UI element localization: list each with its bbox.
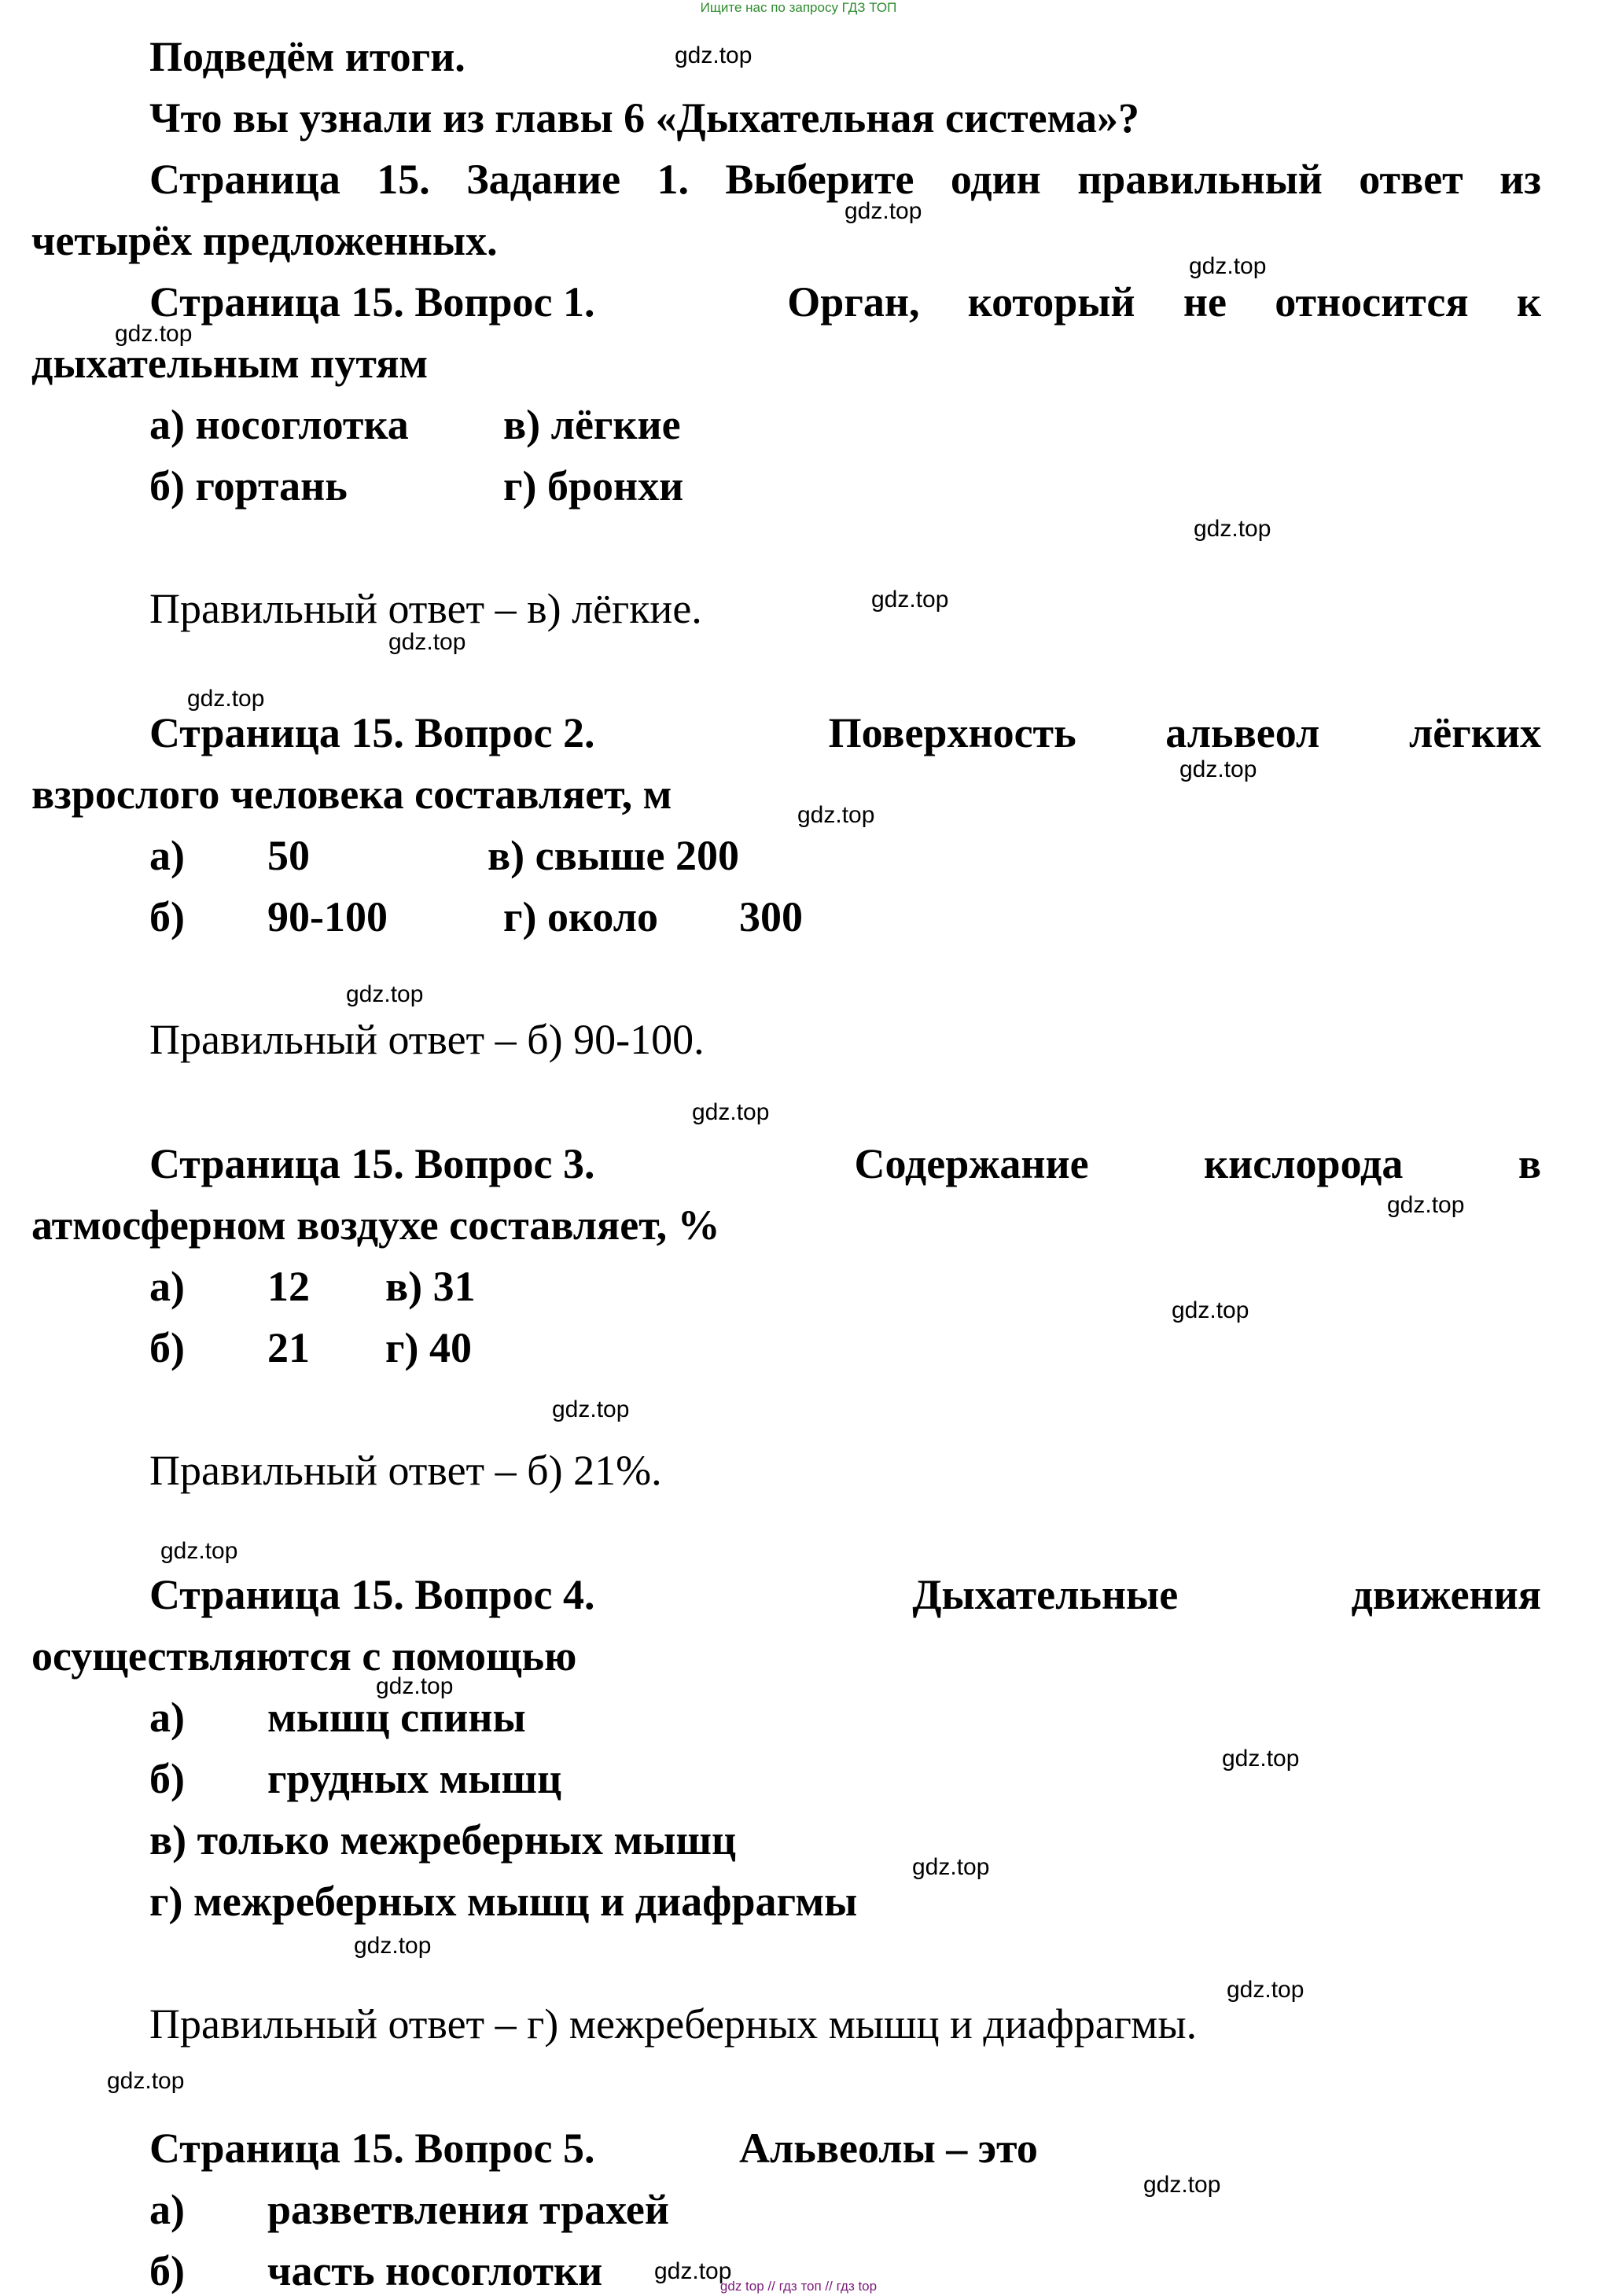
watermark-text: gdz.top <box>912 1854 990 1880</box>
q4-option-a-text: мышц спины <box>267 1694 526 1741</box>
watermark-text: gdz.top <box>1179 756 1257 782</box>
q4-option-v: в) только межреберных мышц <box>149 1816 737 1864</box>
question-3-header <box>149 1139 1541 1189</box>
word: движения <box>1351 1571 1541 1618</box>
watermark-text: gdz.top <box>1387 1192 1465 1218</box>
watermark-text: gdz.top <box>376 1673 454 1699</box>
q2-option-a-letter: а) <box>149 832 185 879</box>
watermark-text: gdz.top <box>354 1933 432 1959</box>
question-4-header <box>149 1569 1541 1620</box>
word: который <box>967 278 1135 326</box>
q2-option-a-value: 50 <box>267 832 310 879</box>
watermark-text: gdz.top <box>1194 516 1271 542</box>
word: к <box>1516 278 1541 326</box>
word: 15. <box>377 156 430 203</box>
q3-option-g: г) 40 <box>385 1324 473 1371</box>
q4-answer: Правильный ответ – г) межреберных мышц и диафрагмы. <box>149 2000 1198 2048</box>
word: Поверхность <box>828 709 1076 756</box>
watermark-text: gdz.top <box>871 587 949 613</box>
chapter-question: Что вы узнали из главы 6 «Дыхательная система»? <box>149 94 1140 142</box>
question-4-line-2: осуществляются с помощью <box>31 1632 577 1680</box>
question-1-label: Страница 15. Вопрос 1. <box>149 278 595 326</box>
word: 1. <box>657 156 689 203</box>
q5-option-b-letter: б) <box>149 2247 185 2294</box>
q4-option-b-letter: б) <box>149 1755 185 1802</box>
question-4-label: Страница 15. Вопрос 4. <box>149 1571 595 1618</box>
watermark-text: gdz.top <box>346 981 424 1007</box>
task-header-line <box>149 154 1541 204</box>
q3-option-a-value: 12 <box>267 1263 310 1310</box>
word: ответ <box>1359 156 1463 203</box>
word: Орган, <box>787 278 920 326</box>
watermark-text: gdz.top <box>797 802 875 828</box>
word: один <box>950 156 1041 203</box>
question-5-text: Альвеолы – это <box>739 2125 1038 2172</box>
question-1-header <box>149 277 1541 327</box>
q2-option-b-value: 90-100 <box>267 893 388 940</box>
word: кислорода <box>1204 1140 1404 1187</box>
q4-option-g: г) межреберных мышц и диафрагмы <box>149 1878 858 1925</box>
watermark-text: gdz.top <box>844 198 922 224</box>
question-2-header <box>149 708 1541 758</box>
bottom-footer[interactable]: gdz top // гдз топ // гдз top <box>719 2279 878 2294</box>
watermark-text: gdz.top <box>187 686 265 712</box>
q1-option-a: а) носоглотка <box>149 401 409 448</box>
q2-option-b-letter: б) <box>149 893 185 940</box>
watermark-text: gdz.top <box>107 2068 185 2094</box>
q2-option-g: г) около <box>503 893 658 940</box>
watermark-text: gdz.top <box>552 1396 630 1422</box>
watermark-text: gdz.top <box>1143 2172 1221 2198</box>
q1-option-v: в) лёгкие <box>503 401 681 448</box>
word: Дыхательные <box>912 1571 1179 1618</box>
q1-option-g: г) бронхи <box>503 462 684 510</box>
question-2-label: Страница 15. Вопрос 2. <box>149 709 595 756</box>
word: правильный <box>1077 156 1323 203</box>
watermark-text: gdz.top <box>692 1099 770 1125</box>
watermark-text: gdz.top <box>654 2258 732 2284</box>
q3-option-b-value: 21 <box>267 1324 310 1371</box>
watermark-text: gdz.top <box>1222 1746 1300 1772</box>
q2-option-v: в) свыше 200 <box>488 832 739 879</box>
watermark-text: gdz.top <box>675 42 753 68</box>
watermark-text: gdz.top <box>388 629 466 655</box>
word: альвеол <box>1165 709 1320 756</box>
watermark-text: gdz.top <box>115 321 193 347</box>
watermark-text: gdz.top <box>160 1538 238 1564</box>
word: в <box>1518 1140 1541 1187</box>
q2-answer: Правильный ответ – б) 90-100. <box>149 1016 705 1063</box>
q1-answer: Правильный ответ – в) лёгкие. <box>149 585 702 632</box>
q2-option-g-value: 300 <box>739 893 803 940</box>
question-2-line-2: взрослого человека составляет, м <box>31 771 672 818</box>
word: лёгких <box>1408 709 1541 756</box>
watermark-text: gdz.top <box>1227 1977 1304 2003</box>
q5-option-a-letter: а) <box>149 2186 185 2233</box>
q4-option-a-letter: а) <box>149 1694 185 1741</box>
question-3-label: Страница 15. Вопрос 3. <box>149 1140 595 1187</box>
q4-option-b-text: грудных мышц <box>267 1755 562 1802</box>
q3-answer: Правильный ответ – б) 21%. <box>149 1447 662 1494</box>
watermark-text: gdz.top <box>1189 253 1267 279</box>
q3-option-b-letter: б) <box>149 1324 185 1371</box>
question-5-label: Страница 15. Вопрос 5. <box>149 2125 595 2172</box>
word: относится <box>1275 278 1469 326</box>
watermark-text: gdz.top <box>1172 1297 1249 1323</box>
word: Задание <box>466 156 621 203</box>
question-3-line-2: атмосферном воздухе составляет, % <box>31 1201 720 1249</box>
word: из <box>1499 156 1541 203</box>
word: Выберите <box>725 156 914 203</box>
q1-option-b: б) гортань <box>149 462 348 510</box>
task-header-line-2: четырёх предложенных. <box>31 217 498 264</box>
summary-title: Подведём итоги. <box>149 33 465 80</box>
q3-option-v: в) 31 <box>385 1263 476 1310</box>
question-1-line-2: дыхательным путям <box>31 340 429 387</box>
word: Содержание <box>854 1140 1089 1187</box>
q5-option-b-text: часть носоглотки <box>267 2247 603 2294</box>
word: Страница <box>149 156 340 203</box>
top-banner[interactable]: Ищите нас по запросу ГДЗ ТОП <box>700 0 897 15</box>
q3-option-a-letter: а) <box>149 1263 185 1310</box>
word: не <box>1183 278 1227 326</box>
q5-option-a-text: разветвления трахей <box>267 2186 669 2233</box>
